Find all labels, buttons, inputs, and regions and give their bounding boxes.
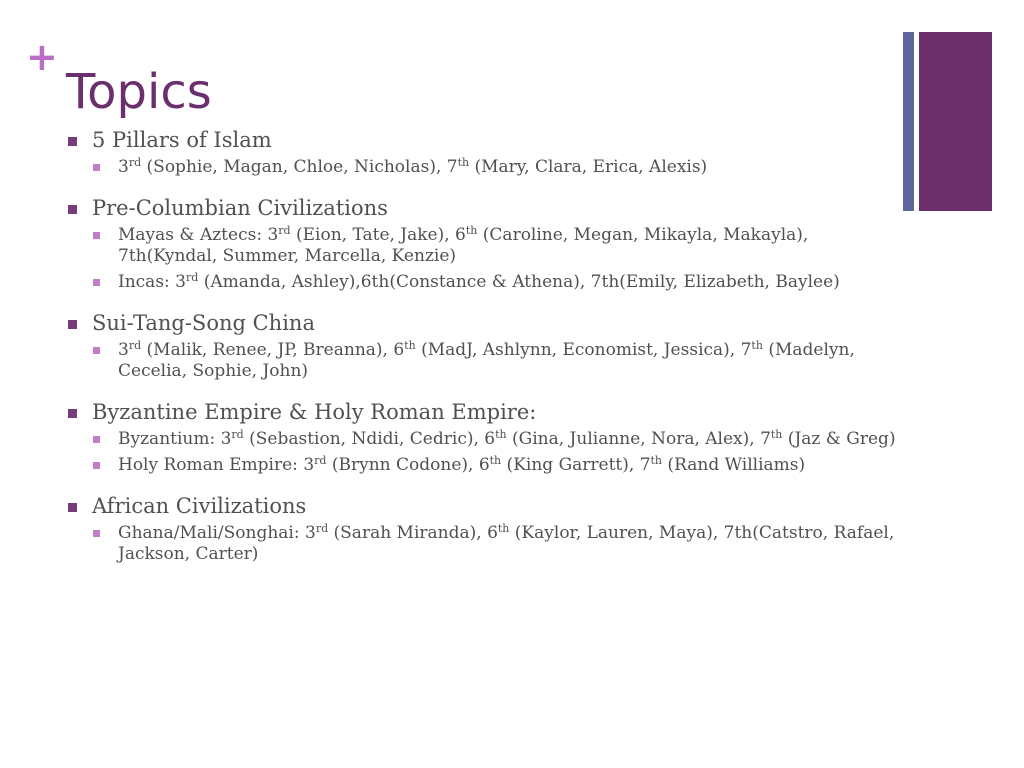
topic-block — [66, 492, 896, 565]
subitem-text: Ghana/Mali/Songhai: 3 — [118, 523, 316, 543]
ordinal-suffix: rd — [278, 224, 291, 237]
square-bullet-icon — [68, 409, 77, 418]
subitem-text: (Brynn Codone), 6 — [326, 455, 490, 475]
subitem-text: (Amanda, Ashley),6th(Constance & Athena), 7th(Emily, Elizabeth, Baylee) — [198, 272, 840, 292]
subitem-text: (Madelyn, Cecelia, Sophie, John) — [118, 340, 855, 381]
topic-heading — [66, 398, 896, 426]
ordinal-suffix: th — [457, 156, 470, 169]
subitem-text: (Sebastion, Ndidi, Cedric), 6 — [243, 429, 496, 449]
square-bullet-icon — [93, 232, 100, 239]
ordinal-suffix: th — [489, 454, 502, 467]
ordinal-suffix: rd — [186, 271, 199, 284]
ordinal-suffix: th — [770, 428, 783, 441]
decorative-bar-thick — [919, 32, 992, 211]
subitem-text: (Gina, Julianne, Nora, Alex), 7 — [506, 429, 771, 449]
topic-subitem — [66, 523, 896, 565]
topic-block — [66, 309, 896, 382]
subitem-text: (King Garrett), 7 — [501, 455, 651, 475]
square-bullet-icon — [68, 205, 77, 214]
topic-subitem — [66, 455, 896, 476]
topic-subitem — [66, 340, 896, 382]
topic-block — [66, 126, 896, 178]
ordinal-suffix: th — [497, 522, 510, 535]
topic-title: Pre-Columbian Civilizations — [92, 196, 388, 220]
topic-list — [66, 126, 896, 581]
square-bullet-icon — [93, 530, 100, 537]
topic-heading — [66, 194, 896, 222]
subitem-text: (Sophie, Magan, Chloe, Nicholas), 7 — [141, 157, 458, 177]
ordinal-suffix: rd — [315, 522, 329, 535]
subitem-text: Byzantium: 3 — [118, 429, 232, 449]
square-bullet-icon — [68, 503, 77, 512]
square-bullet-icon — [93, 462, 100, 469]
subitem-text: (Rand Williams) — [662, 455, 806, 475]
subitem-text: (MadJ, Ashlynn, Economist, Jessica), 7 — [415, 340, 752, 360]
subitem-text: Mayas & Aztecs: 3 — [118, 225, 279, 245]
square-bullet-icon — [68, 137, 77, 146]
ordinal-suffix: th — [751, 339, 763, 352]
square-bullet-icon — [68, 320, 77, 329]
topic-subitem — [66, 272, 896, 293]
ordinal-suffix: th — [465, 224, 478, 237]
topic-title: African Civilizations — [92, 494, 307, 518]
ordinal-suffix: rd — [231, 428, 244, 441]
ordinal-suffix: th — [650, 454, 663, 467]
subitem-text: 3 — [118, 340, 129, 360]
ordinal-suffix: th — [495, 428, 507, 441]
topic-subitem — [66, 429, 896, 450]
topic-subitem — [66, 157, 896, 178]
square-bullet-icon — [93, 347, 100, 354]
topic-title: 5 Pillars of Islam — [92, 128, 272, 152]
ordinal-suffix: th — [404, 339, 416, 352]
subitem-text: (Eion, Tate, Jake), 6 — [290, 225, 466, 245]
subitem-text: (Kaylor, Lauren, Maya), 7th(Catstro, Rafael, Jackson, Carter) — [118, 523, 895, 564]
topic-heading — [66, 492, 896, 520]
decorative-bar-thin — [903, 32, 914, 211]
subitem-text: 3 — [118, 157, 129, 177]
topic-block — [66, 194, 896, 293]
topic-title: Sui-Tang-Song China — [92, 311, 315, 335]
square-bullet-icon — [93, 436, 100, 443]
subitem-text: Incas: 3 — [118, 272, 186, 292]
ordinal-suffix: rd — [128, 339, 142, 352]
topic-title: Byzantine Empire & Holy Roman Empire: — [92, 400, 537, 424]
ordinal-suffix: rd — [128, 156, 142, 169]
slide-title: Topics — [66, 64, 212, 120]
subitem-text: (Mary, Clara, Erica, Alexis) — [469, 157, 708, 177]
ordinal-suffix: rd — [314, 454, 327, 467]
topic-subitem — [66, 225, 896, 267]
topic-heading — [66, 309, 896, 337]
subitem-text: Holy Roman Empire: 3 — [118, 455, 315, 475]
topic-block — [66, 398, 896, 476]
square-bullet-icon — [93, 279, 100, 286]
subitem-text: (Sarah Miranda), 6 — [328, 523, 498, 543]
plus-icon: + — [26, 35, 58, 79]
subitem-text: (Malik, Renee, JP, Breanna), 6 — [141, 340, 405, 360]
topic-heading — [66, 126, 896, 154]
square-bullet-icon — [93, 164, 100, 171]
subitem-text: (Caroline, Megan, Mikayla, Makayla), 7th(Kyndal, Summer, Marcella, Kenzie) — [118, 225, 809, 266]
subitem-text: (Jaz & Greg) — [782, 429, 896, 449]
